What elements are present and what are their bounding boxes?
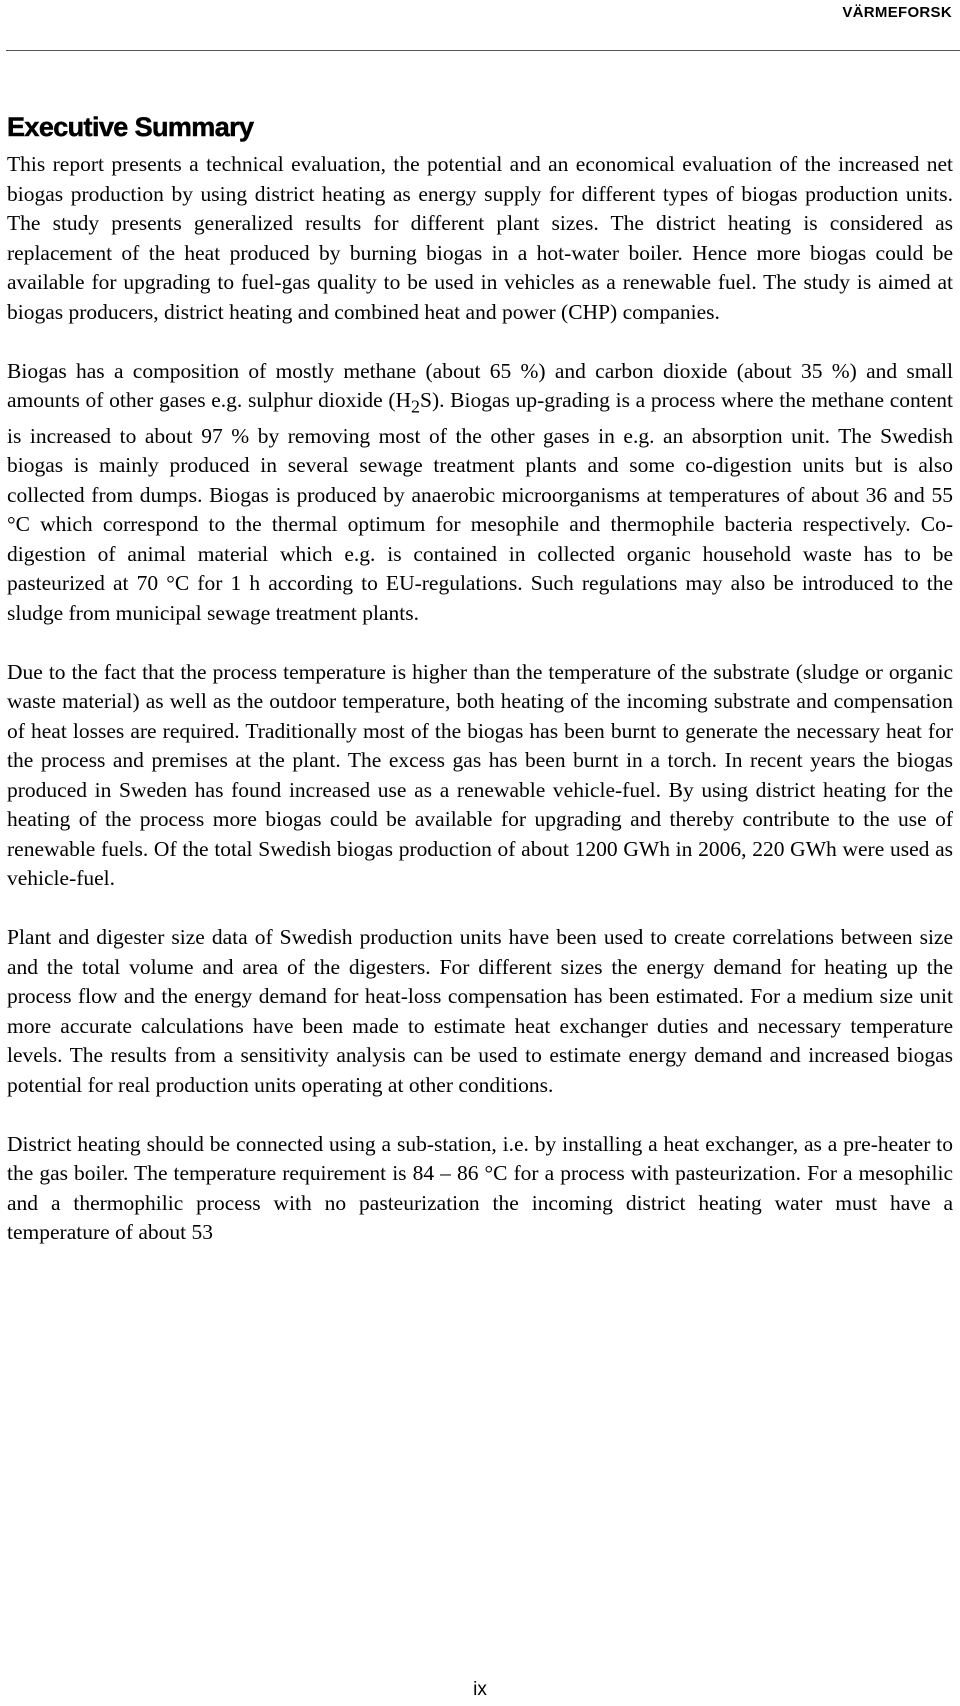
paragraph-biogas-composition <box>7 357 953 629</box>
paragraph-intro: This report presents a technical evaluation, the potential and an economical evaluation of the increased net biogas production by using district heating as energy supply for different types of biogas production units. The study presents generalized results for different plant sizes. The district heating is considered as replacement of the heat produced by burning biogas in a hot-water boiler. Hence more biogas could be available for upgrading to fuel-gas quality to be used in vehicles as a renewable fuel. The study is aimed at biogas producers, district heating and combined heat and power (CHP) companies. <box>7 152 953 324</box>
paragraph-plant-size-data: Plant and digester size data of Swedish production units have been used to create correlations between size and the total volume and area of the digesters. For different sizes the energy demand for heating up the process flow and the energy demand for heat-loss compensation has been estimated. For a medium size unit more accurate calculations have been made to estimate heat exchanger duties and necessary temperature levels. The results from a sensitivity analysis can be used to estimate energy demand and increased biogas potential for real production units operating at other conditions. <box>7 925 953 1097</box>
page-number: ix <box>473 1679 487 1700</box>
paragraph-text-before-subscript: Biogas has a composition of mostly methane (about 65 %) and carbon dioxide (about 35 %) and small amounts of other gases e.g. sulphur dioxide (H <box>7 358 953 412</box>
section-title: Executive Summary <box>7 112 254 142</box>
document-body <box>7 150 953 1277</box>
paragraph-text-after-subscript: S). Biogas up-grading is a process where the methane content is increased to about 97 % by removing most of the other gases in e.g. an absorption unit. The Swedish biogas is mainly produced in several sewage treatment plants and some co-digestion units but is also collected from dumps. Biogas is produced by anaerobic microorganisms at temperatures of about 36 and 55 °C which correspond to the thermal optimum for mesophile and thermophile bacteria respectively. Co-digestion of animal material which e.g. is contained in collected organic household waste has to be pasteurized at 70 °C for 1 h according to EU-regulations. Such regulations may also be introduced to the sludge from municipal sewage treatment plants. <box>7 388 953 625</box>
header-brand: VÄRMEFORSK <box>842 4 952 21</box>
paragraph-district-heating: District heating should be connected using a sub-station, i.e. by installing a heat exchanger, as a pre-heater to the gas boiler. The temperature requirement is 84 – 86 °C for a process with pasteurization. For a mesophilic and a thermophilic process with no pasteurization the incoming district heating water must have a temperature of about 53 <box>7 1131 953 1245</box>
header-divider <box>6 50 960 51</box>
subscript-digit: 2 <box>411 396 420 417</box>
paragraph-process-temperature: Due to the fact that the process temperature is higher than the temperature of the substrate (sludge or organic waste material) as well as the outdoor temperature, both heating of the incoming substrate and compensation of heat losses are required. Traditionally most of the biogas has been burnt to generate the necessary heat for the process and premises at the plant. The excess gas has been burnt in a torch. In recent years the biogas produced in Sweden has found increased use as a renewable vehicle-fuel. By using district heating for the heating of the process more biogas could be available for upgrading and thereby contribute to the use of renewable fuels. Of the total Swedish biogas production of about 1200 GWh in 2006, 220 GWh were used as vehicle-fuel. <box>7 659 953 891</box>
